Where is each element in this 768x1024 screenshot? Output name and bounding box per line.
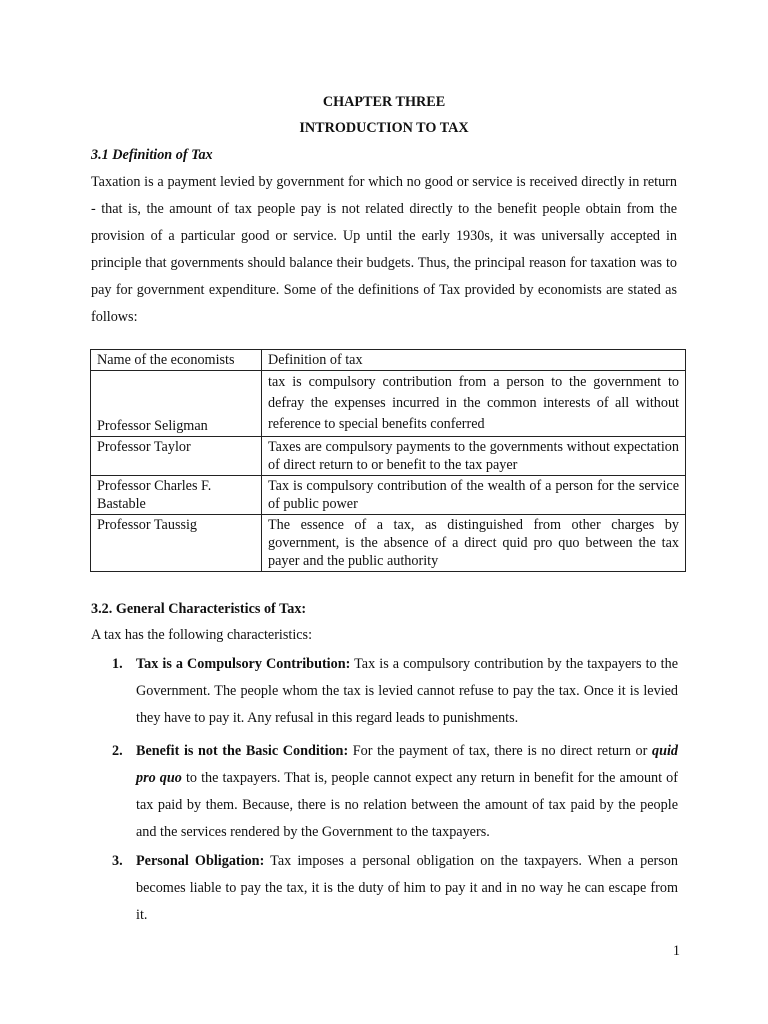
table-header-definition: Definition of tax [262,350,686,371]
list-item-text: to the taxpayers. That is, people cannot expect any return in benefit for the amount of tax paid by them. Because, there is no relation between the amount of tax paid by the people and the services rendered by the Government to the taxpayers. [136,770,678,840]
section-2-title: 3.2. General Characteristics of Tax: [91,601,307,617]
economist-name: Professor Taylor [91,437,262,476]
list-item-body [136,651,678,732]
list-item-label: Personal Obligation: [136,853,265,869]
section-1-title: 3.1 Definition of Tax [91,147,213,163]
page-number: 1 [672,943,680,959]
definitions-table [90,349,686,572]
economist-definition: Tax is compulsory contribution of the wealth of a person for the service of public power [262,476,686,515]
chapter-heading: CHAPTER THREE [322,94,446,110]
list-item-text: Tax is a compulsory contribution by the taxpayers to the Government. The people whom the tax is levied cannot refuse to pay the tax. Once it is levied they have to pay it. Any refusal in this regard leads to punishments. [136,656,678,726]
table-row [91,515,686,572]
table-row [91,476,686,515]
list-item-body [136,738,678,846]
list-item-text: Tax imposes a personal obligation on the taxpayers. When a person becomes liable to pay the tax, it is the duty of him to pay it and in no way he can escape from it. [136,853,678,923]
list-item-number: 3. [112,853,123,869]
economist-name: Professor Taussig [91,515,262,572]
chapter-title: INTRODUCTION TO TAX [299,120,469,136]
section-2-intro: A tax has the following characteristics: [91,627,313,643]
table-row [91,371,686,437]
table-row [91,437,686,476]
economist-definition: Taxes are compulsory payments to the governments without expectation of direct return to or benefit to the tax payer [262,437,686,476]
table-header-name: Name of the economists [91,350,262,371]
list-item-label: Benefit is not the Basic Condition: [136,743,349,759]
quid-pro-quo-emphasis: quid pro quo [136,743,678,786]
economist-name: Professor Charles F. Bastable [91,476,262,515]
list-item-number: 1. [112,656,123,672]
economist-name: Professor Seligman [91,371,262,437]
list-item-text: For the payment of tax, there is no direct return or [348,743,652,759]
economist-definition: tax is compulsory contribution from a person to the government to defray the expenses incurred in the common interests of all without reference to special benefits conferred [262,371,686,437]
table-header-row [91,350,686,371]
list-item-body [136,848,678,929]
definition-paragraph: Taxation is a payment levied by government for which no good or service is received directly in return - that is, the amount of tax people pay is not related directly to the benefit people obtain from the provision of a particular good or service. Up until the early 1930s, it was universally accepted in principle that governments should balance their budgets. Thus, the principal reason for taxation was to pay for government expenditure. Some of the definitions of Tax provided by economists are stated as follows: [91,174,677,325]
list-item-number: 2. [112,743,123,759]
economist-definition: The essence of a tax, as distinguished from other charges by government, is the absence of a direct quid pro quo between the tax payer and the public authority [262,515,686,572]
list-item-label: Tax is a Compulsory Contribution: [136,656,351,672]
